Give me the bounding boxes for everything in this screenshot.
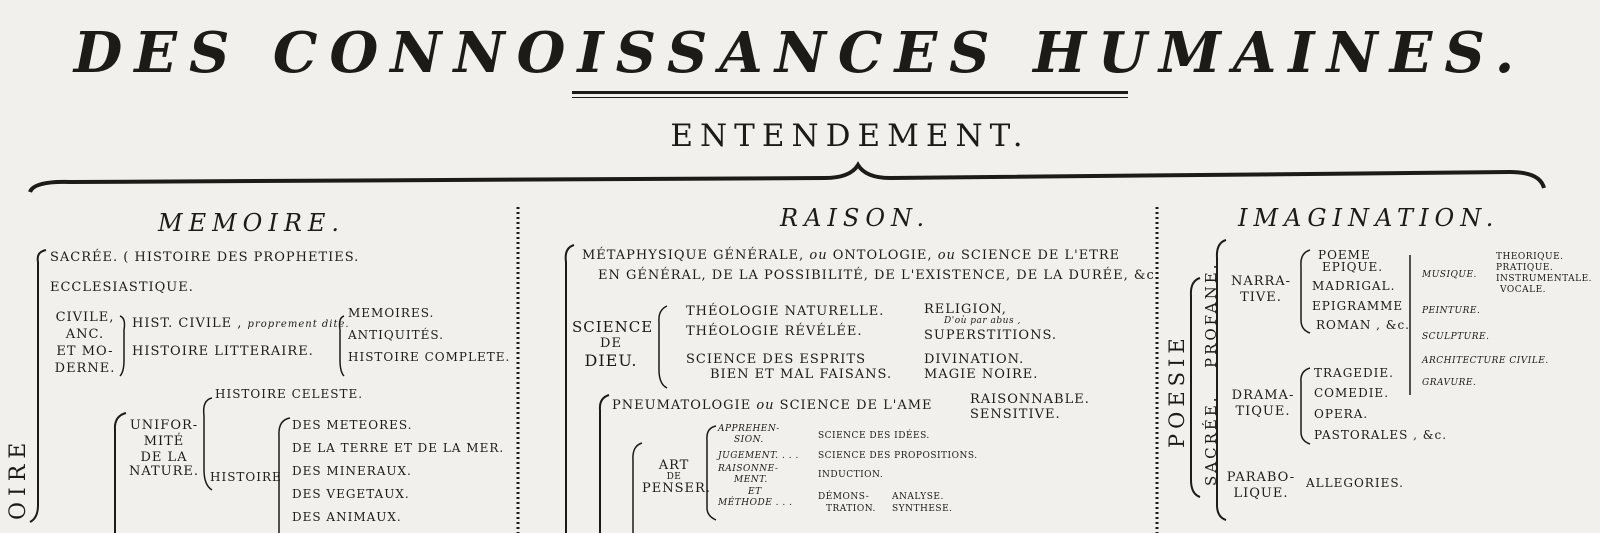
musique: MUSIQUE. <box>1422 270 1477 280</box>
civile-label-1: CIVILE, <box>55 310 115 325</box>
epigramme: EPIGRAMME <box>1312 299 1404 313</box>
par-abus: D'où par abus , <box>944 316 1021 326</box>
raisonnable: RAISONNABLE. <box>970 392 1090 407</box>
religion: RELIGION, <box>924 302 1007 317</box>
histoire-litteraire: HISTOIRE LITTERAIRE. <box>132 344 314 359</box>
des-mineraux: DES MINERAUX. <box>292 464 412 478</box>
sculpture: SCULPTURE. <box>1422 332 1490 342</box>
instrumentale: INSTRUMENTALE. <box>1496 274 1593 284</box>
science-idees: SCIENCE DES IDÉES. <box>818 431 930 441</box>
metaphysique: MÉTAPHYSIQUE GÉNÉRALE, <box>582 248 805 263</box>
histoire: HISTOIRE <box>210 470 282 484</box>
ou-2: ou <box>937 248 956 263</box>
ou-1: ou <box>809 248 828 263</box>
title-rule-bottom <box>572 97 1128 98</box>
et-label: ET <box>748 487 762 497</box>
pneumatologie-line <box>612 398 933 413</box>
allegories: ALLEGORIES. <box>1306 476 1404 490</box>
title-rule-top <box>572 91 1128 94</box>
narrative-1: NARRA- <box>1230 274 1292 289</box>
penser-label: PENSER. <box>642 481 711 496</box>
demonstration-1: DÉMONS- <box>818 492 870 502</box>
opera: OPERA. <box>1314 407 1369 421</box>
memoires: MEMOIRES. <box>348 306 435 320</box>
uniformite-label-1: UNIFOR- <box>129 418 199 433</box>
tragedie: TRAGEDIE. <box>1314 366 1394 380</box>
ou-3: ou <box>756 398 775 413</box>
methode: MÉTHODE . . . <box>718 498 793 508</box>
civile-label-2: ANC. <box>65 327 105 342</box>
des-animaux: DES ANIMAUX. <box>292 510 402 524</box>
science-dieu-2: DE <box>600 336 622 351</box>
demonstration-2: TRATION. <box>826 504 876 514</box>
pneumatologie: PNEUMATOLOGIE <box>612 398 752 413</box>
des-vegetaux: DES VEGETAUX. <box>292 487 410 501</box>
parabolique-1: PARABO- <box>1226 470 1296 485</box>
vocale: VOCALE. <box>1500 285 1547 295</box>
narrative-2: TIVE. <box>1240 290 1282 305</box>
magie-noire: MAGIE NOIRE. <box>924 367 1039 382</box>
profane-label: PROFANE. <box>1202 261 1220 368</box>
gravure: GRAVURE. <box>1422 378 1477 388</box>
sensitive: SENSITIVE. <box>970 407 1061 422</box>
apprehension-2: SION. <box>734 435 764 445</box>
roman: ROMAN , &c. <box>1316 318 1410 332</box>
memoire-heading: MEMOIRE. <box>158 209 346 237</box>
jugement: JUGEMENT. . . . <box>718 451 799 461</box>
pastorales: PASTORALES , &c. <box>1314 428 1448 442</box>
architecture-civile: ARCHITECTURE CIVILE. <box>1422 356 1549 366</box>
metaphysique-line-2: EN GÉNÉRAL, DE LA POSSIBILITÉ, DE L'EXISTENCE, DE LA DURÉE, &c. <box>598 268 1160 283</box>
de-label: DE <box>666 472 682 482</box>
imagination-heading: IMAGINATION. <box>1238 204 1500 232</box>
raisonnement-1: RAISONNE- <box>718 464 779 474</box>
comedie: COMEDIE. <box>1314 386 1390 400</box>
terre-mer: DE LA TERRE ET DE LA MER. <box>292 441 505 455</box>
madrigal: MADRIGAL. <box>1312 279 1396 293</box>
superstitions: SUPERSTITIONS. <box>924 328 1058 343</box>
civile-label-3: ET MO- <box>56 344 114 359</box>
proprement-dite: proprement dite. <box>247 319 350 330</box>
science-ame: SCIENCE DE L'AME <box>779 398 933 413</box>
peinture: PEINTURE. <box>1422 306 1481 316</box>
dramatique-2: TIQUE. <box>1235 404 1291 419</box>
analyse: ANALYSE. <box>892 492 944 502</box>
parabolique-2: LIQUE. <box>1233 486 1289 501</box>
ecclesiastique: ECCLESIASTIQUE. <box>50 280 194 295</box>
theologie-revelee: THÉOLOGIE RÉVÉLÉE. <box>686 324 863 339</box>
uniformite-label-4: NATURE. <box>128 464 200 479</box>
poesie-label: POESIE <box>1165 333 1189 448</box>
histoire-complete: HISTOIRE COMPLETE. <box>348 350 511 364</box>
science-dieu-3: DIEU. <box>584 351 638 370</box>
civile-label-4: DERNE. <box>54 361 116 376</box>
science-dieu-1: SCIENCE <box>572 318 654 336</box>
raisonnement-2: MENT. <box>734 475 768 485</box>
page-title: DES CONNOISSANCES HUMAINES. <box>73 20 1527 86</box>
sacree-label: SACRÉE. <box>1202 394 1220 486</box>
apprehension-1: APPREHEN- <box>718 424 780 434</box>
uniformite-label-2: MITÉ <box>143 434 185 449</box>
hist-civile-label: HIST. CIVILE , <box>132 316 243 331</box>
science-etre: SCIENCE DE L'ETRE <box>961 248 1121 263</box>
histoire-celeste: HISTOIRE CELESTE. <box>215 387 364 401</box>
antiquites: ANTIQUITÉS. <box>348 328 444 342</box>
divination: DIVINATION. <box>924 352 1025 367</box>
art-label: ART <box>658 458 690 473</box>
epique: EPIQUE. <box>1322 260 1384 274</box>
uniformite-label-3: DE LA <box>140 450 188 465</box>
hist-civile <box>132 316 350 331</box>
dramatique-1: DRAMA- <box>1231 388 1295 403</box>
theorique: THEORIQUE. <box>1496 252 1564 262</box>
induction: INDUCTION. <box>818 470 884 480</box>
sacree-line: SACRÉE. ( HISTOIRE DES PROPHETIES. <box>50 250 360 265</box>
science-propositions: SCIENCE DES PROPOSITIONS. <box>818 451 978 461</box>
science-esprits-2: BIEN ET MAL FAISANS. <box>710 367 893 382</box>
raison-heading: RAISON. <box>780 204 931 232</box>
memoire-edge-label: OIRE <box>6 436 31 520</box>
ontologie: ONTOLOGIE, <box>832 248 933 263</box>
subtitle: ENTENDEMENT. <box>670 118 1030 154</box>
des-meteores: DES METEORES. <box>292 418 413 432</box>
synthese: SYNTHESE. <box>892 504 953 514</box>
science-esprits-1: SCIENCE DES ESPRITS <box>686 352 867 367</box>
pratique: PRATIQUE. <box>1496 263 1554 273</box>
poeme: POEME <box>1318 248 1371 262</box>
theologie-naturelle: THÉOLOGIE NATURELLE. <box>686 304 885 319</box>
metaphysique-line-1 <box>582 248 1120 263</box>
